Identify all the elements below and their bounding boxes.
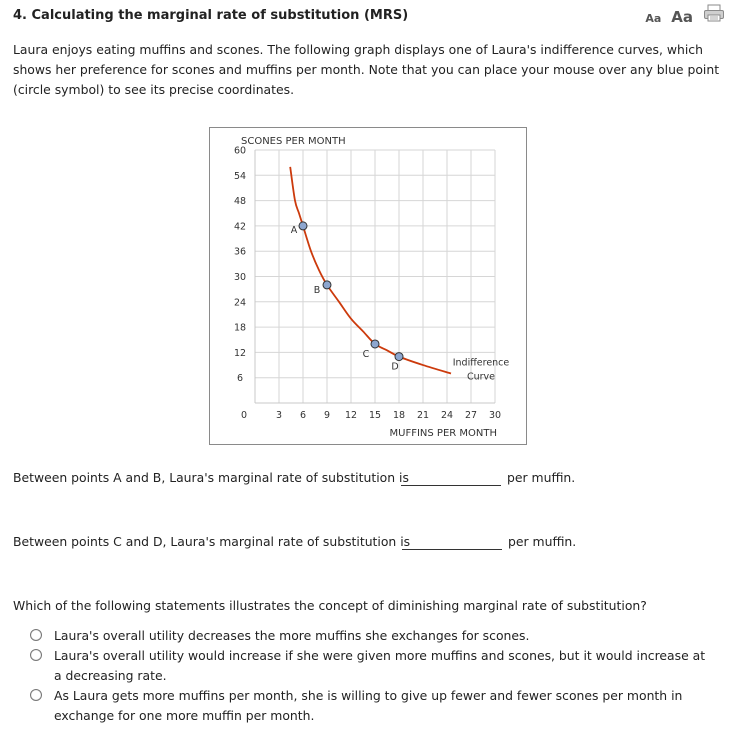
x-tick-label: 6 <box>299 410 307 421</box>
x-tick-label: 30 <box>488 410 502 421</box>
question-title: 4. Calculating the marginal rate of substitution (MRS) <box>13 8 409 23</box>
y-tick-label: 24 <box>233 297 247 309</box>
indifference-curve-line <box>290 167 451 374</box>
y-tick-label: 18 <box>233 322 247 334</box>
point-label-b: B <box>313 284 321 296</box>
radio-button[interactable] <box>30 689 42 701</box>
mc-option-3[interactable] <box>30 686 710 726</box>
radio-button[interactable] <box>30 649 42 661</box>
y-tick-label: 60 <box>233 145 247 157</box>
data-point-a[interactable] <box>299 222 307 230</box>
mrs-cd-question: Between points C and D, Laura's marginal rate of substitution is <box>13 534 411 549</box>
curve-label-line1: Indifference <box>452 357 510 369</box>
y-tick-label: 6 <box>236 373 244 385</box>
x-tick-label: 15 <box>368 410 382 421</box>
y-axis-title: SCONES PER MONTH <box>241 136 346 147</box>
data-point-b[interactable] <box>323 281 331 289</box>
mc-prompt: Which of the following statements illustrates the concept of diminishing marginal rate of substitution? <box>13 598 647 613</box>
mc-option-1[interactable] <box>30 626 710 646</box>
point-label-d: D <box>391 361 399 373</box>
x-tick-label: 27 <box>464 410 478 421</box>
mrs-cd-answer-blank[interactable] <box>402 549 502 550</box>
question-intro: Laura enjoys eating muffins and scones. The following graph displays one of Laura's indifference curves, which shows her preference for scones and muffins per month. Note that you can place your mouse over any blue point (circle symbol) to see its precise coordinates. <box>13 42 720 97</box>
print-icon[interactable] <box>703 4 725 22</box>
x-tick-label: 9 <box>323 410 331 421</box>
point-label-a: A <box>290 224 298 236</box>
mc-options <box>30 626 710 726</box>
mrs-ab-question: Between points A and B, Laura's marginal rate of substitution is <box>13 470 409 485</box>
y-tick-label: 42 <box>233 221 247 233</box>
y-tick-label: 12 <box>233 347 247 359</box>
x-tick-label: 21 <box>416 410 430 421</box>
x-tick-label: 24 <box>440 410 454 421</box>
x-tick-label: 18 <box>392 410 406 421</box>
x-tick-label: 0 <box>240 410 248 421</box>
mrs-ab-unit: per muffin. <box>507 470 576 485</box>
font-size-small-button[interactable]: Aa <box>645 12 662 25</box>
radio-button[interactable] <box>30 629 42 641</box>
chart-svg <box>210 128 526 444</box>
y-tick-label: 36 <box>233 246 247 258</box>
font-toolbar <box>645 4 725 26</box>
x-tick-label: 3 <box>275 410 283 421</box>
mc-option-text: Laura's overall utility would increase if she were given more muffins and scones, but it would increase at a decreasing rate. <box>54 648 706 683</box>
mrs-cd-unit: per muffin. <box>508 534 577 549</box>
data-point-d[interactable] <box>395 353 403 361</box>
mc-option-text: As Laura gets more muffins per month, she is willing to give up fewer and fewer scones per month in exchange for one more muffin per month. <box>54 688 683 723</box>
y-tick-label: 30 <box>233 272 247 283</box>
curve-label-line2: Curve <box>466 371 496 383</box>
y-tick-label: 48 <box>233 196 247 208</box>
y-tick-label: 54 <box>233 170 247 182</box>
x-tick-label: 12 <box>344 410 358 421</box>
x-axis-title: MUFFINS PER MONTH <box>389 428 497 439</box>
indifference-curve-graph <box>209 127 527 445</box>
mrs-ab-answer-blank[interactable] <box>401 485 501 486</box>
data-point-c[interactable] <box>371 340 379 348</box>
mc-option-2[interactable] <box>30 646 710 686</box>
font-size-large-button[interactable]: Aa <box>671 8 693 26</box>
point-label-c: C <box>362 348 370 360</box>
mc-option-text: Laura's overall utility decreases the more muffins she exchanges for scones. <box>54 628 530 643</box>
